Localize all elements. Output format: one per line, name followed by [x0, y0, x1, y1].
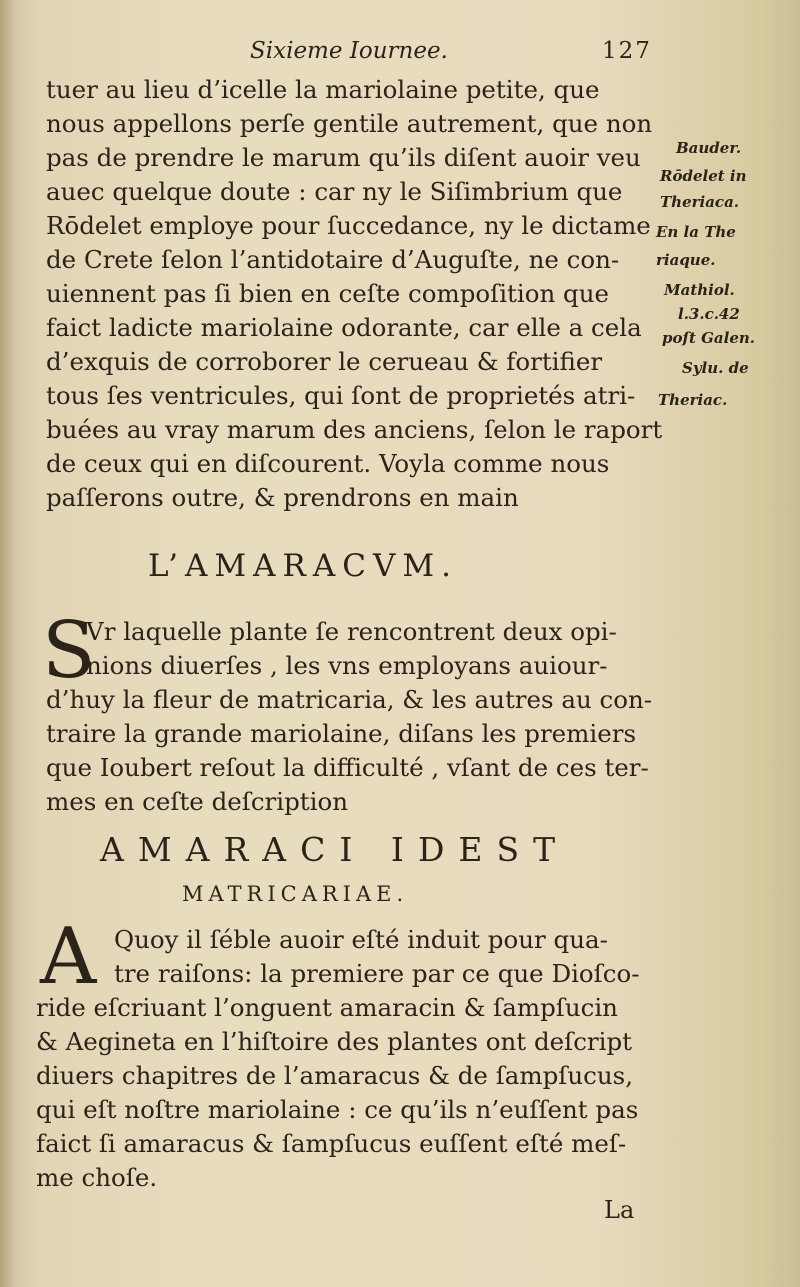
- margin-note: Sylu. de: [682, 359, 749, 377]
- text-line: faict ladicte mariolaine odorante, car elle a cela: [46, 313, 642, 342]
- margin-note: Bauder.: [676, 139, 742, 157]
- drop-cap-s: S: [42, 606, 96, 696]
- text-line: qui eſt noſtre mariolaine : ce qu’ils n’euſſent pas: [36, 1095, 639, 1124]
- margin-note: Rōdelet in: [660, 167, 747, 185]
- text-line: faict ſi amaracus & ſampſucus euſſent eſté meſ-: [36, 1129, 627, 1158]
- text-line: Vr laquelle plante ſe rencontrent deux opi-: [86, 617, 617, 646]
- subtitle-latin: AMARACI IDEST: [100, 830, 570, 869]
- subtitle-matricariae: MATRICARIAE.: [182, 882, 409, 906]
- text-line: tre raiſons: la premiere par ce que Dioſco-: [114, 959, 640, 988]
- text-line: de Crete ſelon l’antidotaire d’Auguſte, ne con-: [46, 245, 620, 274]
- text-line: nous appellons perſe gentile autrement, que non: [46, 109, 653, 138]
- drop-cap-a: A: [40, 912, 97, 1002]
- running-title: Sixieme Iournee.: [250, 38, 448, 64]
- text-line: nions diuerſes , les vns employans auiour-: [86, 651, 608, 680]
- margin-note: En la The: [656, 223, 736, 241]
- text-line: me choſe.: [36, 1163, 158, 1192]
- margin-note: l.3.c.42: [678, 305, 740, 323]
- text-line: d’exquis de corroborer le cerueau & fortifier: [46, 347, 603, 376]
- text-line: uiennent pas ſi bien en ceſte compoſition que: [46, 279, 609, 308]
- margin-note: Theriac.: [658, 391, 728, 409]
- margin-note: poſt Galen.: [662, 329, 755, 347]
- page-header: [250, 38, 670, 70]
- text-line: de ceux qui en diſcourent. Voyla comme nous: [46, 449, 610, 478]
- text-line: pas de prendre le marum qu’ils diſent auoir veu: [46, 143, 641, 172]
- text-line: mes en ceſte deſcription: [46, 787, 348, 816]
- section-title: L’AMARACVM.: [148, 548, 458, 584]
- text-line: paſſerons outre, & prendrons en main: [46, 483, 519, 512]
- margin-note: Theriaca.: [660, 193, 740, 211]
- text-line: traire la grande mariolaine, diſans les premiers: [46, 719, 637, 748]
- catchword: La: [604, 1196, 635, 1224]
- text-line: & Aegineta en l’hiſtoire des plantes ont deſcript: [36, 1027, 632, 1056]
- text-line: d’huy la fleur de matricaria, & les autres au con-: [46, 685, 653, 714]
- text-line: tuer au lieu d’icelle la mariolaine petite, que: [46, 75, 600, 104]
- text-line: que Ioubert reſout la difficulté , vſant de ces ter-: [46, 753, 649, 782]
- page-number: 127: [602, 38, 652, 64]
- text-line: ride eſcriuant l’onguent amaracin & ſampſucin: [36, 993, 618, 1022]
- text-line: buées au vray marum des anciens, ſelon le raport: [46, 415, 663, 444]
- text-line: diuers chapitres de l’amaracus & de ſampſucus,: [36, 1061, 633, 1090]
- text-line: Rōdelet employe pour ſuccedance, ny le dictame: [46, 211, 651, 240]
- text-line: auec quelque doute : car ny le Siſimbrium que: [46, 177, 623, 206]
- text-line: tous ſes ventricules, qui ſont de proprietés atri-: [46, 381, 636, 410]
- margin-note: Mathiol.: [664, 281, 735, 299]
- margin-note: riaque.: [656, 251, 716, 269]
- text-line: Quoy il ſéble auoir eſté induit pour qua-: [114, 925, 608, 954]
